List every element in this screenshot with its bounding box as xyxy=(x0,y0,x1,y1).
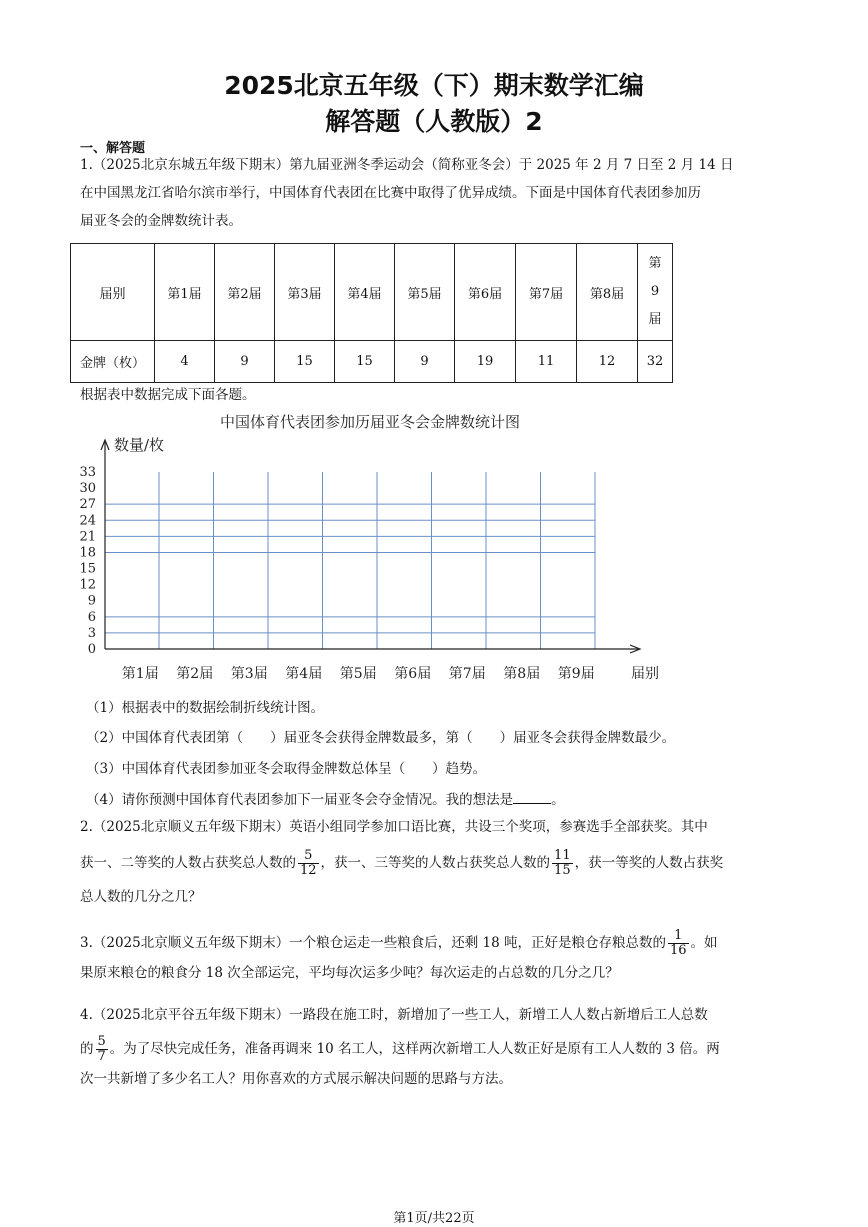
fraction-numerator: 1 xyxy=(668,929,689,944)
table-header-session: 届别 xyxy=(71,244,155,341)
x-tick-label: 第6届 xyxy=(394,666,432,682)
question-3-text xyxy=(80,928,792,988)
table-cell: 第8届 xyxy=(577,244,638,341)
q1-sub-1: （1）根据表中的数据绘制折线统计图。 xyxy=(86,700,325,716)
y-tick-label: 30 xyxy=(79,481,96,497)
fraction-5-7 xyxy=(96,1035,108,1065)
table-cell: 12 xyxy=(577,341,638,383)
y-tick-label: 21 xyxy=(79,529,96,545)
table-cell: 第 9 届 xyxy=(638,244,673,341)
q1-line-2: 在中国黑龙江省哈尔滨市举行，中国体育代表团在比赛中取得了优异成绩。下面是中国体育代表团参加历 xyxy=(80,185,701,201)
table-cell: 第3届 xyxy=(275,244,335,341)
q4-line-2 xyxy=(80,1034,792,1064)
q3-line-2: 果原来粮仓的粮食分 18 次全部运完，平均每次运多少吨？每次运走的占总数的几分之几？ xyxy=(80,965,619,982)
table-cell: 15 xyxy=(275,341,335,383)
q1-line-3: 届亚冬会的金牌数统计表。 xyxy=(80,213,242,229)
x-tick-label: 第7届 xyxy=(448,666,486,682)
table-cell: 9 xyxy=(215,341,275,383)
question-1-text xyxy=(80,151,792,235)
x-tick-label: 第3届 xyxy=(230,666,268,682)
q2-line-2-b: ，获一、三等奖的人数占获奖总人数的 xyxy=(320,855,551,871)
y-tick-label: 0 xyxy=(87,642,96,657)
table-cell: 11 xyxy=(516,341,577,383)
q1-sub-2: （2）中国体育代表团第（ ）届亚冬会获得金牌数最多，第（ ）届亚冬会获得金牌数最少。 xyxy=(86,730,676,746)
fraction-1-16 xyxy=(668,929,689,959)
table-header-medals: 金牌（枚） xyxy=(71,341,155,383)
q2-line-2 xyxy=(80,848,792,878)
page-footer: 第1页/共22页 xyxy=(393,1211,475,1226)
y-tick-label: 15 xyxy=(79,561,96,577)
y-tick-label: 27 xyxy=(79,497,96,513)
fraction-numerator: 11 xyxy=(554,847,571,863)
table-cell: 第4届 xyxy=(335,244,395,341)
answer-blank xyxy=(513,791,551,804)
fraction-denominator: 12 xyxy=(300,863,317,878)
table-cell: 第5届 xyxy=(395,244,455,341)
x-tick-label: 第9届 xyxy=(557,666,595,682)
title-line-2: 解答题（人教版）2 xyxy=(325,107,543,136)
y-tick-label: 18 xyxy=(79,545,96,561)
q2-line-3: 总人数的几分之几？ xyxy=(80,889,202,906)
q2-line-1: 2.（2025北京顺义五年级下期末）英语小组同学参加口语比赛，共设三个奖项，参赛选手全部获奖。其中 xyxy=(80,819,708,835)
q1-sub-4-end: 。 xyxy=(551,792,565,808)
fraction-denominator: 15 xyxy=(554,863,571,878)
q4-line-3: 次一共新增了多少名工人？用你喜欢的方式展示解决问题的思路与方法。 xyxy=(80,1071,512,1088)
chart-title: 中国体育代表团参加历届亚冬会金牌数统计图 xyxy=(219,413,521,431)
q1-line-1: 1.（2025北京东城五年级下期末）第九届亚洲冬季运动会（简称亚冬会）于 2025 年 2 月 7 日至 2 月 14 日 xyxy=(80,157,734,173)
x-tick-label: 第8届 xyxy=(503,666,541,682)
fraction-5-12 xyxy=(298,849,319,879)
table-note: 根据表中数据完成下面各题。 xyxy=(80,387,256,403)
table-cell: 第2届 xyxy=(215,244,275,341)
fraction-numerator: 5 xyxy=(97,1033,106,1049)
q1-sub-3: （3）中国体育代表团参加亚冬会取得金牌数总体呈（ ）趋势。 xyxy=(86,761,487,777)
q4-line-2-b: 。为了尽快完成任务，准备再调来 10 名工人，这样两次新增工人人数正好是原有工人人数的 3 倍。两 xyxy=(109,1041,720,1057)
q2-line-2-a: 获一、二等奖的人数占获奖总人数的 xyxy=(80,855,296,871)
y-tick-label: 3 xyxy=(87,625,96,641)
table-cell: 第1届 xyxy=(155,244,215,341)
medal-table xyxy=(70,243,673,383)
table-row-sessions xyxy=(71,244,673,341)
y-tick-label: 24 xyxy=(79,513,96,529)
y-tick-label: 9 xyxy=(87,593,96,609)
table-cell: 9 xyxy=(395,341,455,383)
title-line-1: 2025北京五年级（下）期末数学汇编 xyxy=(224,71,644,100)
fraction-11-15 xyxy=(552,849,573,879)
line-chart-grid xyxy=(70,405,670,685)
q2-line-2-c: ，获一等奖的人数占获奖 xyxy=(574,855,724,871)
q3-line-1-a: 3.（2025北京顺义五年级下期末）一个粮仓运走一些粮食后，还剩 18 吨，正好是粮仓存粮总数的 xyxy=(80,935,666,951)
table-row-medals xyxy=(71,341,673,383)
fraction-numerator: 5 xyxy=(298,849,319,864)
table-cell: 第7届 xyxy=(516,244,577,341)
q3-line-1-b: 。如 xyxy=(690,935,718,951)
table-cell: 4 xyxy=(155,341,215,383)
table-cell: 第6届 xyxy=(455,244,516,341)
section-heading: 一、解答题 xyxy=(80,141,146,156)
x-tick-label: 第4届 xyxy=(285,666,323,682)
y-axis-label: 数量/枚 xyxy=(114,436,165,454)
table-cell: 19 xyxy=(455,341,516,383)
y-tick-label: 6 xyxy=(87,609,96,625)
q4-line-1: 4.（2025北京平谷五年级下期末）一路段在施工时，新增加了一些工人，新增工人人数占新增后工人总数 xyxy=(80,1007,708,1023)
x-axis-label: 届别 xyxy=(631,666,659,682)
table-cell: 32 xyxy=(638,341,673,383)
x-tick-label: 第1届 xyxy=(121,666,159,682)
y-tick-label: 12 xyxy=(79,577,96,593)
q4-line-2-a: 的 xyxy=(80,1041,94,1057)
fraction-denominator: 16 xyxy=(670,943,687,958)
fraction-denominator: 7 xyxy=(97,1049,106,1064)
question-2-text xyxy=(80,812,792,912)
q1-sub-4 xyxy=(86,788,565,808)
q3-line-1 xyxy=(80,928,792,958)
x-tick-label: 第5届 xyxy=(339,666,377,682)
y-tick-label: 33 xyxy=(79,465,96,480)
x-tick-label: 第2届 xyxy=(176,666,214,682)
q1-sub-4-text: （4）请你预测中国体育代表团参加下一届亚冬会夺金情况。我的想法是 xyxy=(86,792,514,808)
question-4-text xyxy=(80,1000,792,1094)
table-cell: 15 xyxy=(335,341,395,383)
